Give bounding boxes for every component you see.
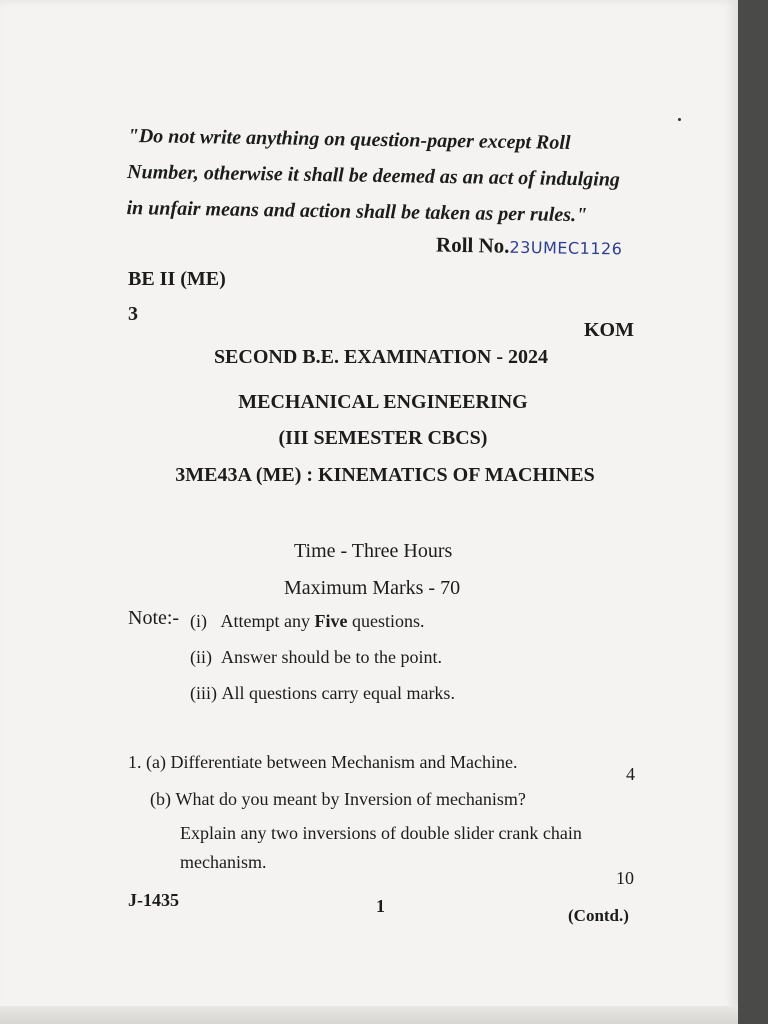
warning-line-3: in unfair means and action shall be taken as per rules." bbox=[126, 196, 588, 227]
paper-code: J-1435 bbox=[128, 890, 179, 910]
subject-title: 3ME43A (ME) : KINEMATICS OF MACHINES bbox=[175, 464, 595, 486]
note-item bbox=[190, 683, 455, 704]
question-1b-marks: 10 bbox=[616, 868, 634, 888]
continued-label: (Contd.) bbox=[568, 906, 629, 925]
time-duration: Time - Three Hours bbox=[294, 540, 453, 562]
note-text: All questions carry equal marks. bbox=[221, 683, 455, 703]
warning-line-2: Number, otherwise it shall be deemed as an act of indulging bbox=[126, 160, 621, 191]
question-1b-line-3: mechanism. bbox=[180, 852, 267, 872]
note-text: Answer should be to the point. bbox=[221, 647, 442, 667]
roll-label: Roll No. bbox=[435, 232, 510, 258]
note-text: Attempt any bbox=[220, 611, 315, 631]
ink-dot bbox=[678, 118, 681, 121]
warning-line-1: "Do not write anything on question-paper except Roll bbox=[127, 124, 571, 154]
question-text: Differentiate between Mechanism and Machine. bbox=[170, 752, 518, 772]
semester-title: (III SEMESTER CBCS) bbox=[278, 427, 488, 449]
note-text: questions. bbox=[347, 611, 425, 631]
note-label: Note:- bbox=[128, 607, 180, 629]
set-number: 3 bbox=[128, 303, 138, 325]
note-number: (i) bbox=[190, 611, 207, 631]
note-item bbox=[190, 647, 442, 668]
maximum-marks: Maximum Marks - 70 bbox=[284, 577, 461, 599]
note-number: (iii) bbox=[190, 683, 217, 703]
part-label: (a) bbox=[146, 752, 166, 772]
question-1b-line-2: Explain any two inversions of double slider crank chain bbox=[180, 823, 582, 843]
exam-title: SECOND B.E. EXAMINATION - 2024 bbox=[213, 346, 549, 368]
subject-short-code: KOM bbox=[584, 319, 634, 341]
question-1a-marks: 4 bbox=[626, 764, 635, 784]
note-number: (ii) bbox=[190, 647, 212, 667]
question-text: What do you meant by Inversion of mechanism? bbox=[175, 789, 526, 809]
question-1b-line-1 bbox=[150, 789, 526, 810]
note-emphasis: Five bbox=[314, 611, 348, 631]
course-label: BE II (ME) bbox=[128, 268, 226, 290]
warning-notice bbox=[126, 118, 648, 234]
page-number: 1 bbox=[376, 896, 385, 916]
roll-value-handwritten: 23UMEC1126 bbox=[509, 237, 623, 259]
question-1a bbox=[128, 752, 518, 773]
part-label: (b) bbox=[150, 789, 171, 809]
note-item bbox=[190, 611, 425, 632]
roll-number bbox=[436, 233, 623, 261]
branch-title: MECHANICAL ENGINEERING bbox=[238, 391, 528, 413]
question-number: 1. bbox=[128, 752, 142, 772]
